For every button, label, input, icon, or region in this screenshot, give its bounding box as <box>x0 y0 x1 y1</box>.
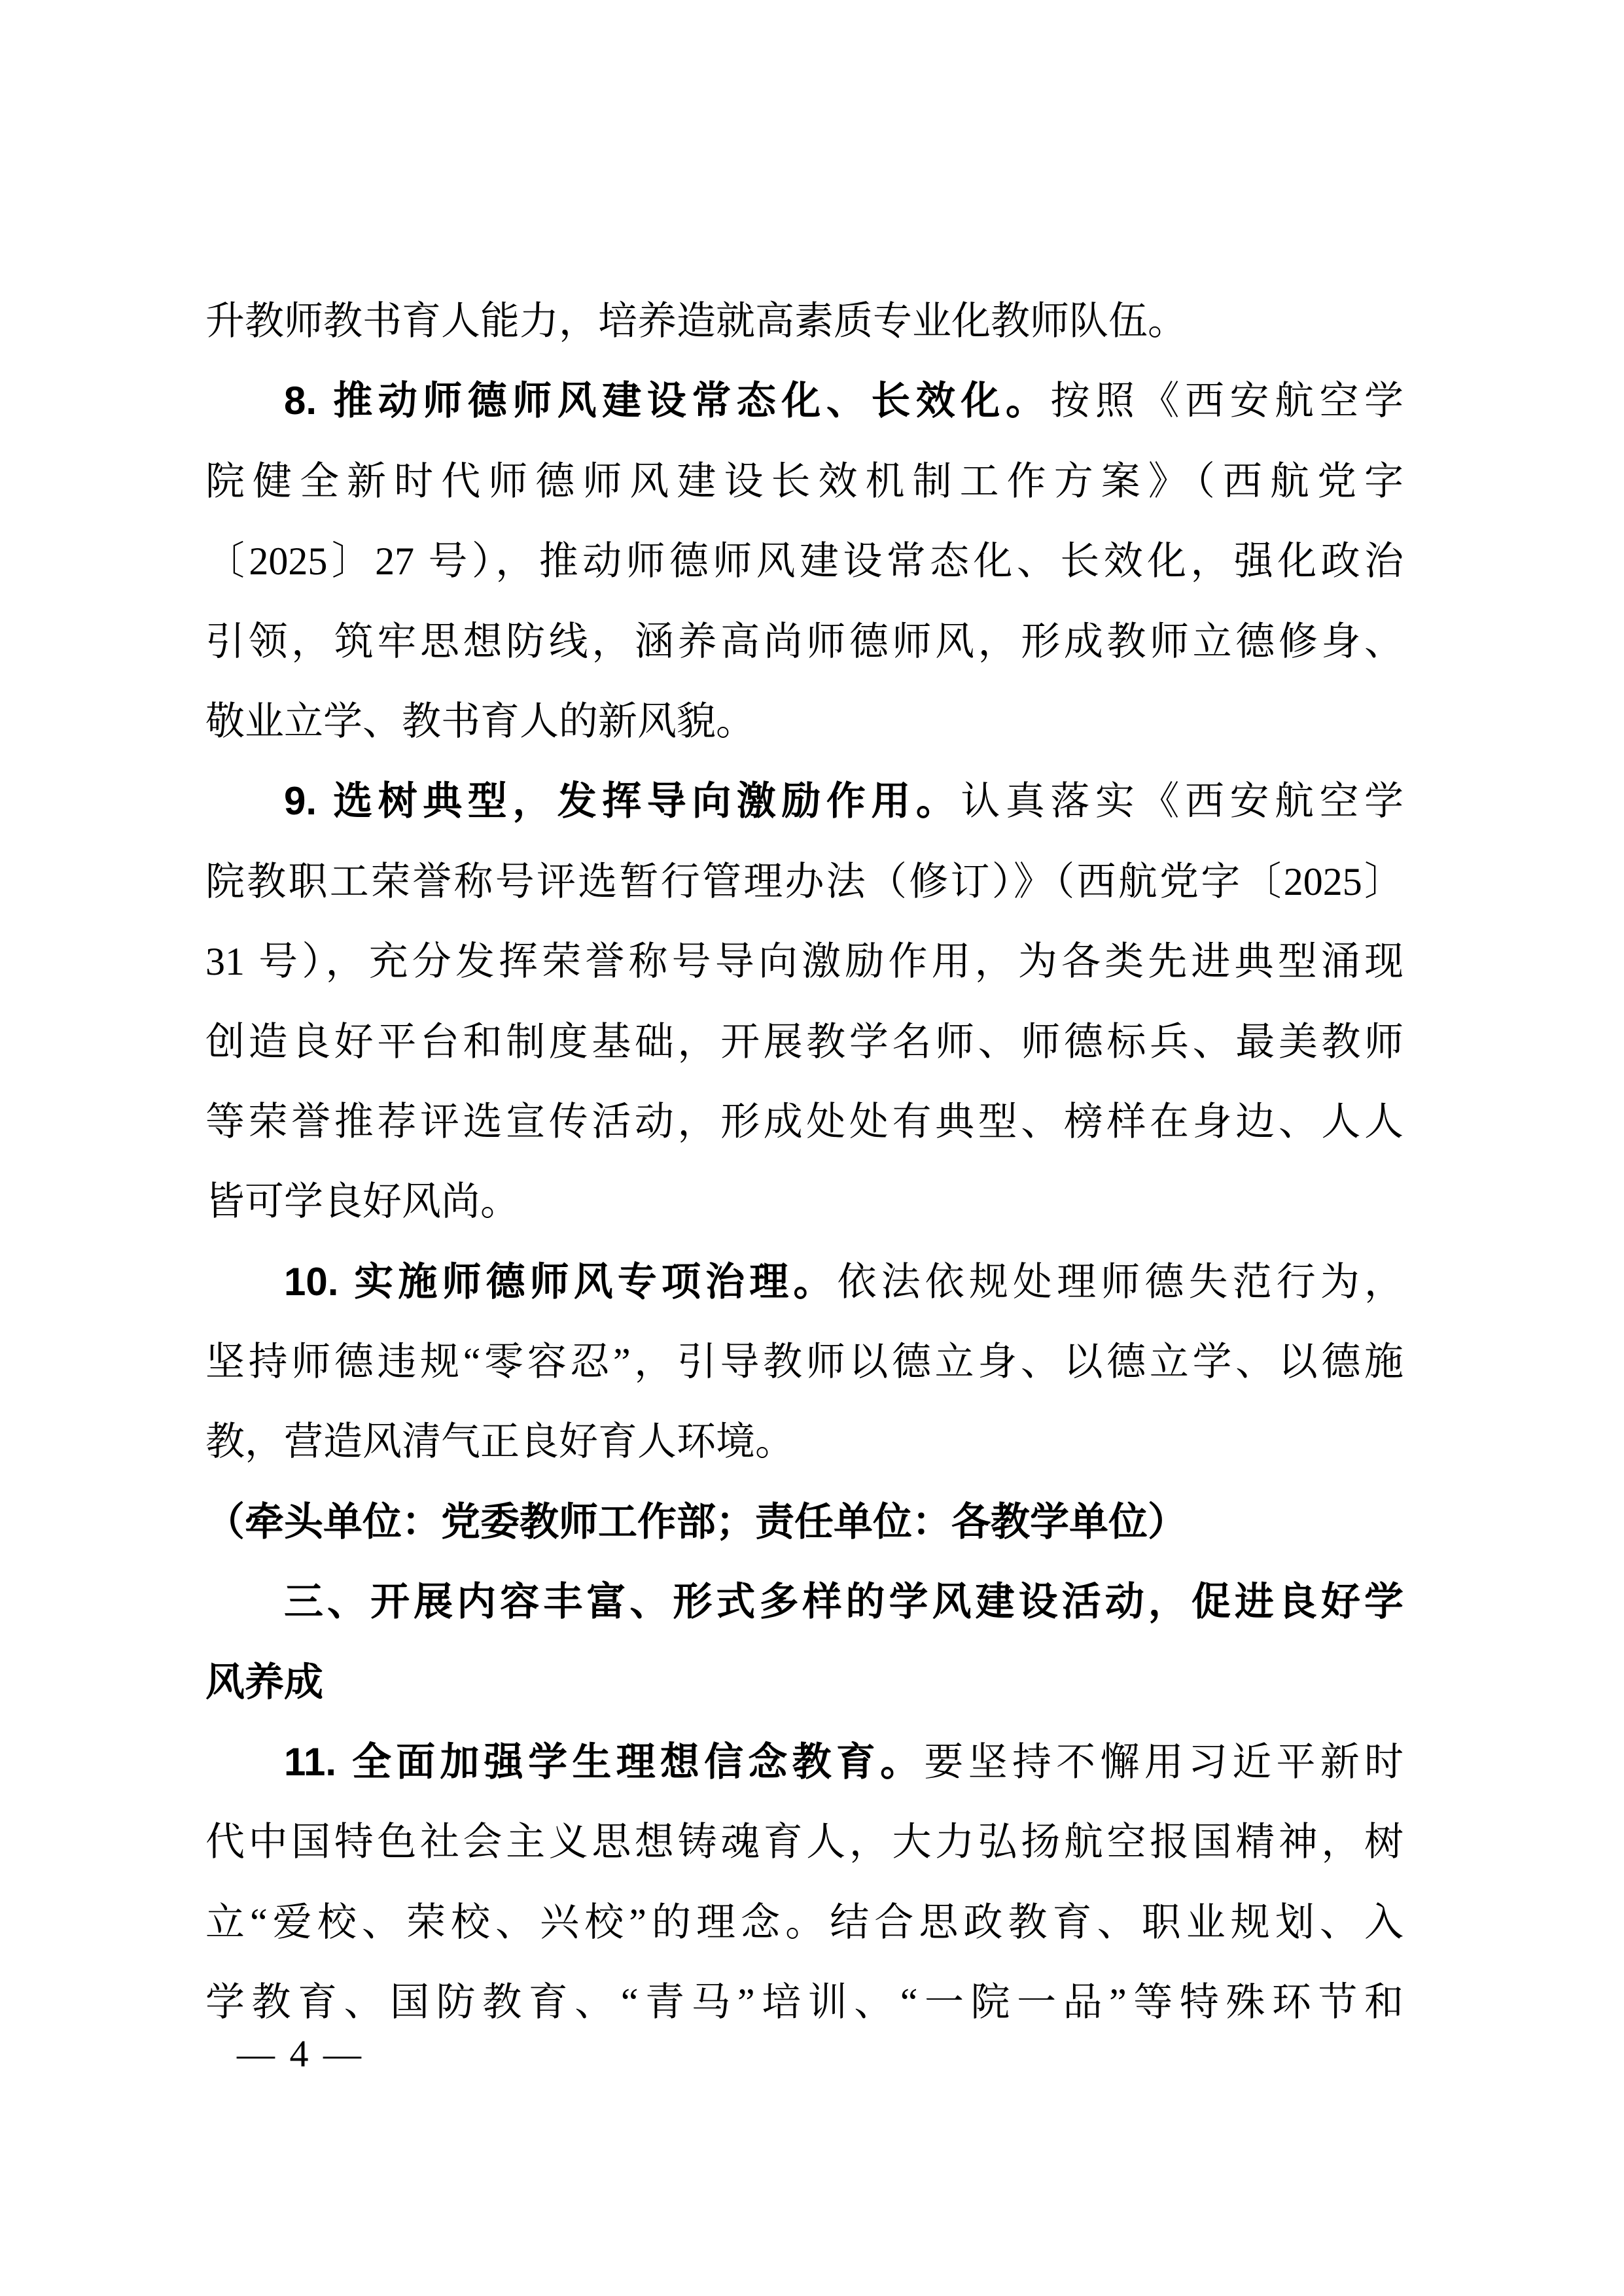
body-text: 代中国特色社会主义思想铸魂育人，大力弘扬航空报国精神，树 <box>205 1820 1403 1864</box>
section-heading-line <box>205 1657 1403 1737</box>
text-line <box>205 616 1403 696</box>
body-text: 敬业立学、教书育人的新风貌。 <box>205 699 755 743</box>
text-line <box>205 1737 1403 1817</box>
body-text: 学教育、国防教育、“青马”培训、“一院一品”等特殊环节和 <box>205 1981 1403 2025</box>
text-line <box>205 456 1403 536</box>
section-heading-text: 三、开展内容丰富、形式多样的学风建设活动，促进良好学 <box>284 1580 1403 1624</box>
body-text: 院健全新时代师德师风建设长效机制工作方案》（西航党字 <box>205 459 1403 503</box>
body-text: 31 号），充分发挥荣誉称号导向激励作用，为各类先进典型涌现 <box>205 940 1403 984</box>
text-line <box>205 1897 1403 1977</box>
bold-lead-text: 9. 选树典型，发挥导向激励作用。 <box>284 779 961 824</box>
text-line <box>205 856 1403 936</box>
body-text: 引领，筑牢思想防线，涵养高尚师德师风，形成教师立德修身、 <box>205 619 1403 663</box>
body-text: 升教师教书育人能力，培养造就高素质专业化教师队伍。 <box>205 300 1187 343</box>
text-line <box>205 1817 1403 1896</box>
body-text: 创造良好平台和制度基础，开展教学名师、师德标兵、最美教师 <box>205 1020 1403 1064</box>
text-line <box>205 776 1403 856</box>
body-text: 依法依规处理师德失范行为， <box>837 1260 1404 1304</box>
text-line <box>205 1017 1403 1096</box>
body-text: 皆可学良好风尚。 <box>205 1180 520 1224</box>
body-text: 教，营造风清气正良好育人环境。 <box>205 1420 794 1464</box>
text-line <box>205 1336 1403 1416</box>
section-heading-line <box>205 1576 1403 1656</box>
text-line <box>205 375 1403 455</box>
page-number: — 4 — <box>237 2032 364 2075</box>
document-body <box>205 296 1403 2057</box>
body-text: 要坚持不懈用习近平新时 <box>924 1741 1403 1784</box>
text-line <box>205 936 1403 1016</box>
section-heading-text: 风养成 <box>205 1660 323 1704</box>
bold-text: （牵头单位：党委教师工作部；责任单位：各教学单位） <box>205 1499 1187 1544</box>
body-text: 坚持师德违规“零容忍”，引导教师以德立身、以德立学、以德施 <box>205 1340 1403 1384</box>
bold-lead-text: 10. 实施师德师风专项治理。 <box>284 1259 838 1304</box>
responsible-units-line <box>205 1497 1403 1576</box>
text-line <box>205 1977 1403 2057</box>
body-text: 〔2025〕27 号），推动师德师风建设常态化、长效化，强化政治 <box>205 540 1403 583</box>
text-line <box>205 1257 1403 1336</box>
bold-lead-text: 11. 全面加强学生理想信念教育。 <box>284 1740 925 1784</box>
body-text: 院教职工荣誉称号评选暂行管理办法（修订）》（西航党字〔2025〕 <box>205 860 1403 903</box>
text-line <box>205 1416 1403 1496</box>
text-line <box>205 696 1403 776</box>
body-text: 按照《西安航空学 <box>1050 379 1404 423</box>
body-text: 等荣誉推荐评选宣传活动，形成处处有典型、榜样在身边、人人 <box>205 1100 1403 1143</box>
text-line <box>205 1096 1403 1176</box>
bold-lead-text: 8. 推动师德师风建设常态化、长效化。 <box>284 379 1051 423</box>
text-line <box>205 536 1403 616</box>
body-text: 立“爱校、荣校、兴校”的理念。结合思政教育、职业规划、入 <box>205 1900 1403 1944</box>
body-text: 认真落实《西安航空学 <box>961 780 1403 824</box>
text-line <box>205 296 1403 375</box>
page-footer <box>237 2032 364 2076</box>
text-line <box>205 1176 1403 1256</box>
